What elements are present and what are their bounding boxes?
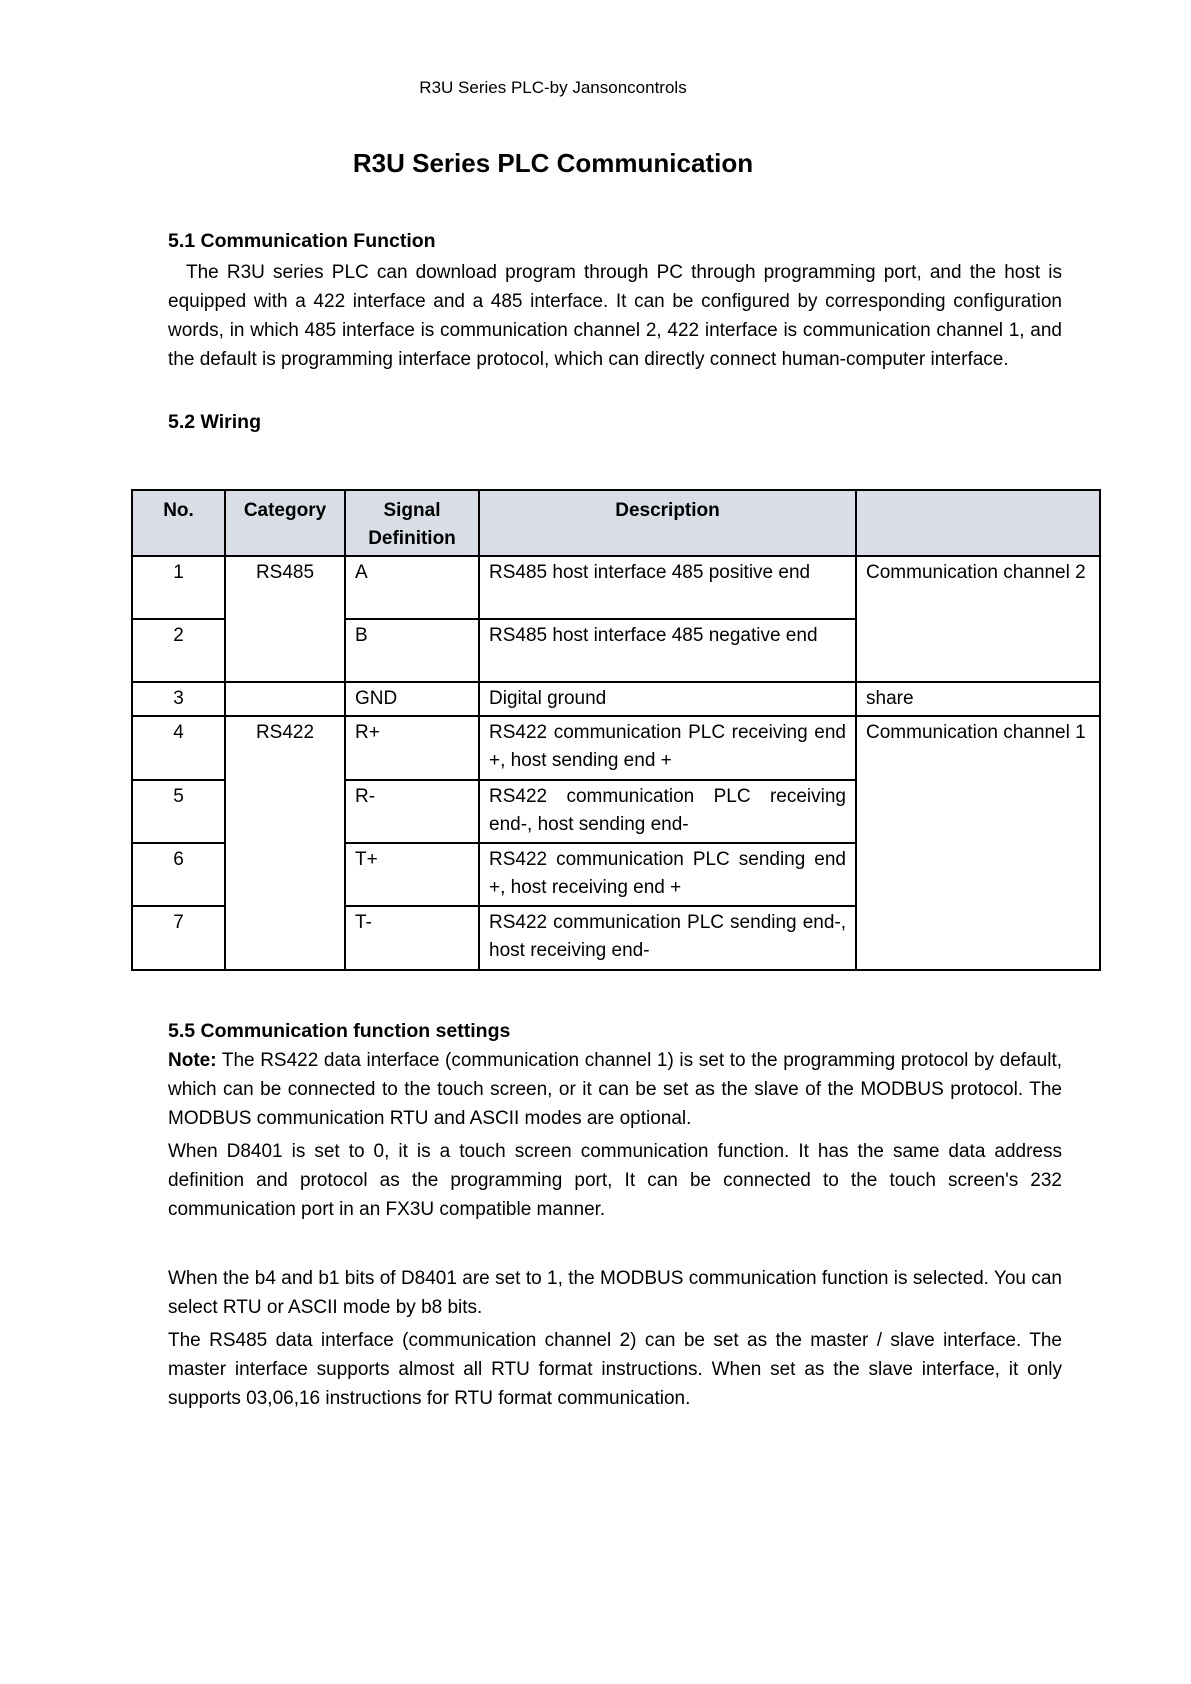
cell-signal: T+ bbox=[345, 843, 479, 906]
running-header: R3U Series PLC-by Jansoncontrols bbox=[419, 78, 687, 97]
header-description: Description bbox=[479, 490, 856, 556]
cell-description: RS422 communication PLC sending end-, host receiving end- bbox=[479, 906, 856, 970]
table-row bbox=[132, 556, 1100, 619]
cell-category-empty bbox=[225, 682, 345, 716]
cell-channel-1: Communication channel 1 bbox=[856, 716, 1100, 970]
cell-description: RS422 communication PLC receiving end +, host sending end + bbox=[479, 716, 856, 780]
cell-no: 5 bbox=[132, 780, 225, 843]
table-row bbox=[132, 716, 1100, 780]
cell-description: RS485 host interface 485 positive end bbox=[479, 556, 856, 619]
cell-description: Digital ground bbox=[479, 682, 856, 716]
cell-no: 2 bbox=[132, 619, 225, 682]
cell-no: 3 bbox=[132, 682, 225, 716]
cell-signal: B bbox=[345, 619, 479, 682]
cell-signal: R- bbox=[345, 780, 479, 843]
cell-signal: A bbox=[345, 556, 479, 619]
cell-signal: T- bbox=[345, 906, 479, 970]
cell-description: RS485 host interface 485 negative end bbox=[479, 619, 856, 682]
cell-description: RS422 communication PLC receiving end-, host sending end- bbox=[479, 780, 856, 843]
section-5-1-paragraph: The R3U series PLC can download program through PC through programming port, and the host is equipped with a 422 interface and a 485 interface. It can be configured by corresponding configuration words, in which 485 interface is communication channel 2, 422 interface is communication channel 1, and the default is programming interface protocol, which can directly connect human-computer interface. bbox=[168, 262, 1062, 370]
header-channel bbox=[856, 490, 1100, 556]
wiring-table-wrap bbox=[131, 489, 1099, 971]
cell-channel-share: share bbox=[856, 682, 1100, 716]
cell-no: 7 bbox=[132, 906, 225, 970]
section-5-5 bbox=[168, 971, 1062, 1413]
cell-channel-2: Communication channel 2 bbox=[856, 556, 1100, 682]
note-body: The RS422 data interface (communication channel 1) is set to the programming protocol by default, which can be connected to the touch screen, or it can be set as the slave of the MODBUS protocol. The MODBUS communication RTU and ASCII modes are optional. bbox=[168, 1050, 1063, 1129]
paragraph-d8401: When D8401 is set to 0, it is a touch screen communication function. It has the same data address definition and protocol as the programming port, It can be connected to the touch screen's 232 communication port in an FX3U compatible manner. bbox=[168, 1141, 1062, 1220]
table-row bbox=[132, 682, 1100, 716]
section-5-1-heading: 5.1 Communication Function bbox=[168, 230, 436, 252]
wiring-table bbox=[131, 489, 1101, 971]
cell-no: 1 bbox=[132, 556, 225, 619]
section-5-1 bbox=[168, 178, 1062, 437]
cell-category-rs422: RS422 bbox=[225, 716, 345, 970]
cell-description: RS422 communication PLC sending end +, host receiving end + bbox=[479, 843, 856, 906]
header-signal-definition: Signal Definition bbox=[345, 490, 479, 556]
page-header-block bbox=[0, 0, 1106, 178]
header-no: No. bbox=[132, 490, 225, 556]
note-paragraph bbox=[168, 1046, 1062, 1133]
cell-signal: R+ bbox=[345, 716, 479, 780]
note-label: Note: bbox=[168, 1050, 217, 1071]
paragraph-bits: When the b4 and b1 bits of D8401 are set to 1, the MODBUS communication function is selected. You can select RTU or ASCII mode by b8 bits. bbox=[168, 1268, 1062, 1318]
cell-no: 4 bbox=[132, 716, 225, 780]
page-title: R3U Series PLC Communication bbox=[352, 148, 754, 178]
section-5-5-heading: 5.5 Communication function settings bbox=[168, 1020, 511, 1042]
section-5-2-heading: 5.2 Wiring bbox=[168, 411, 262, 433]
paragraph-rs485: The RS485 data interface (communication channel 2) can be set as the master / slave interface. The master interface supports almost all RTU format instructions. When set as the slave interface, it only supports 03,06,16 instructions for RTU format communication. bbox=[168, 1330, 1062, 1409]
table-header-row bbox=[132, 490, 1100, 556]
cell-category-rs485: RS485 bbox=[225, 556, 345, 682]
header-category: Category bbox=[225, 490, 345, 556]
cell-signal: GND bbox=[345, 682, 479, 716]
cell-no: 6 bbox=[132, 843, 225, 906]
